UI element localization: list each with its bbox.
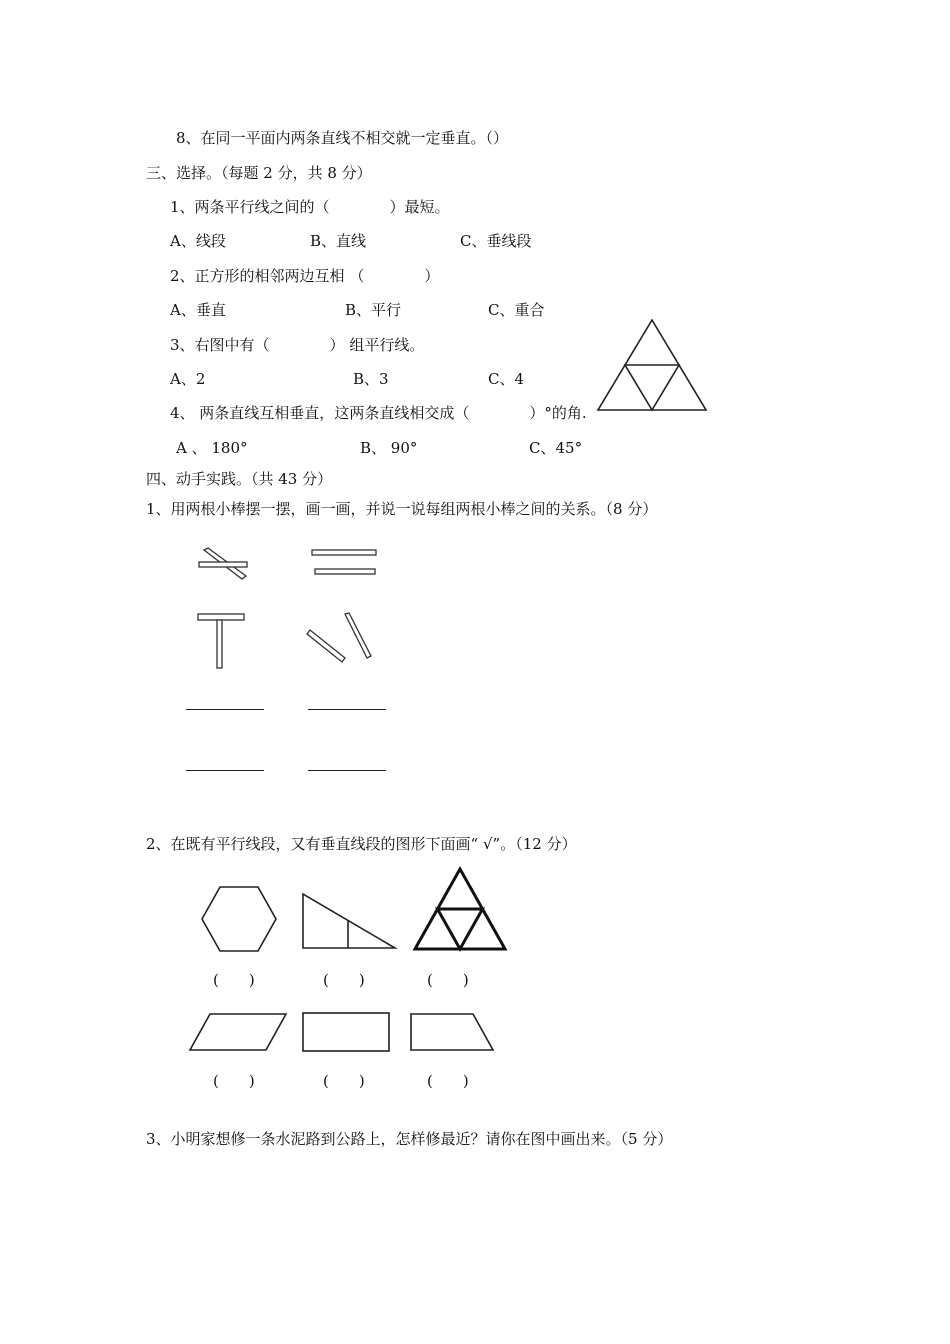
practice-q1: 1、用两根小棒摆一摆，画一画，并说一说每组两根小棒之间的关系。（8 分） (146, 500, 658, 518)
answer-paren[interactable]: ( ) (323, 971, 365, 989)
answer-paren[interactable]: ( ) (427, 1072, 469, 1090)
answer-line[interactable] (186, 709, 264, 710)
choice-q1-option-b: B、直线 (310, 232, 367, 250)
choice-q2-option-c: C、重合 (488, 301, 545, 319)
choice-q4-stem: 4、 两条直线互相垂直，这两条直线相交成（ ）°的角. (170, 404, 587, 422)
answer-line[interactable] (308, 709, 386, 710)
sticks-tilted-icon (303, 612, 375, 664)
triangle-subdivided-shape (412, 866, 508, 952)
parallelogram-shape (188, 1012, 290, 1052)
choice-q4-option-a: A 、 180° (176, 439, 248, 457)
choice-q2-option-a: A、垂直 (170, 301, 226, 319)
question-8: 8、在同一平面内两条直线不相交就一定垂直。（） (176, 129, 509, 147)
sticks-crossing-icon (198, 548, 250, 582)
answer-paren[interactable]: ( ) (213, 1072, 255, 1090)
sticks-parallel-icon (310, 548, 380, 578)
choice-q4-option-c: C、45° (529, 439, 583, 457)
triangle-subdivided-icon (596, 318, 708, 412)
choice-q3-stem: 3、右图中有（ ） 组平行线。 (170, 336, 425, 354)
answer-paren[interactable]: ( ) (427, 971, 469, 989)
choice-q1-option-a: A、线段 (170, 232, 226, 250)
sticks-perpendicular-icon (196, 612, 248, 672)
choice-q1-option-c: C、垂线段 (460, 232, 532, 250)
trapezoid-shape (409, 1012, 497, 1054)
answer-line[interactable] (186, 770, 264, 771)
answer-paren[interactable]: ( ) (213, 971, 255, 989)
answer-paren[interactable]: ( ) (323, 1072, 365, 1090)
choice-q2-option-b: B、平行 (345, 301, 402, 319)
choice-q3-option-c: C、4 (488, 370, 525, 388)
section-3-heading: 三、选择。（每题 2 分，共 8 分） (146, 164, 372, 182)
answer-line[interactable] (308, 770, 386, 771)
practice-q3: 3、小明家想修一条水泥路到公路上，怎样修最近？请你在图中画出来。（5 分） (146, 1130, 673, 1148)
section-4-heading: 四、动手实践。（共 43 分） (146, 470, 333, 488)
choice-q1-stem: 1、两条平行线之间的（ ）最短。 (170, 198, 450, 216)
right-triangle-divided-shape (301, 892, 399, 950)
choice-q2-stem: 2、正方形的相邻两边互相 （ ） (170, 267, 440, 285)
hexagon-shape (200, 885, 278, 953)
choice-q3-option-a: A、2 (170, 370, 206, 388)
choice-q4-option-b: B、 90° (360, 439, 418, 457)
choice-q3-option-b: B、3 (353, 370, 389, 388)
practice-q2: 2、在既有平行线段，又有垂直线段的图形下面画“ √”。（12 分） (146, 835, 577, 853)
rectangle-shape (301, 1011, 393, 1053)
